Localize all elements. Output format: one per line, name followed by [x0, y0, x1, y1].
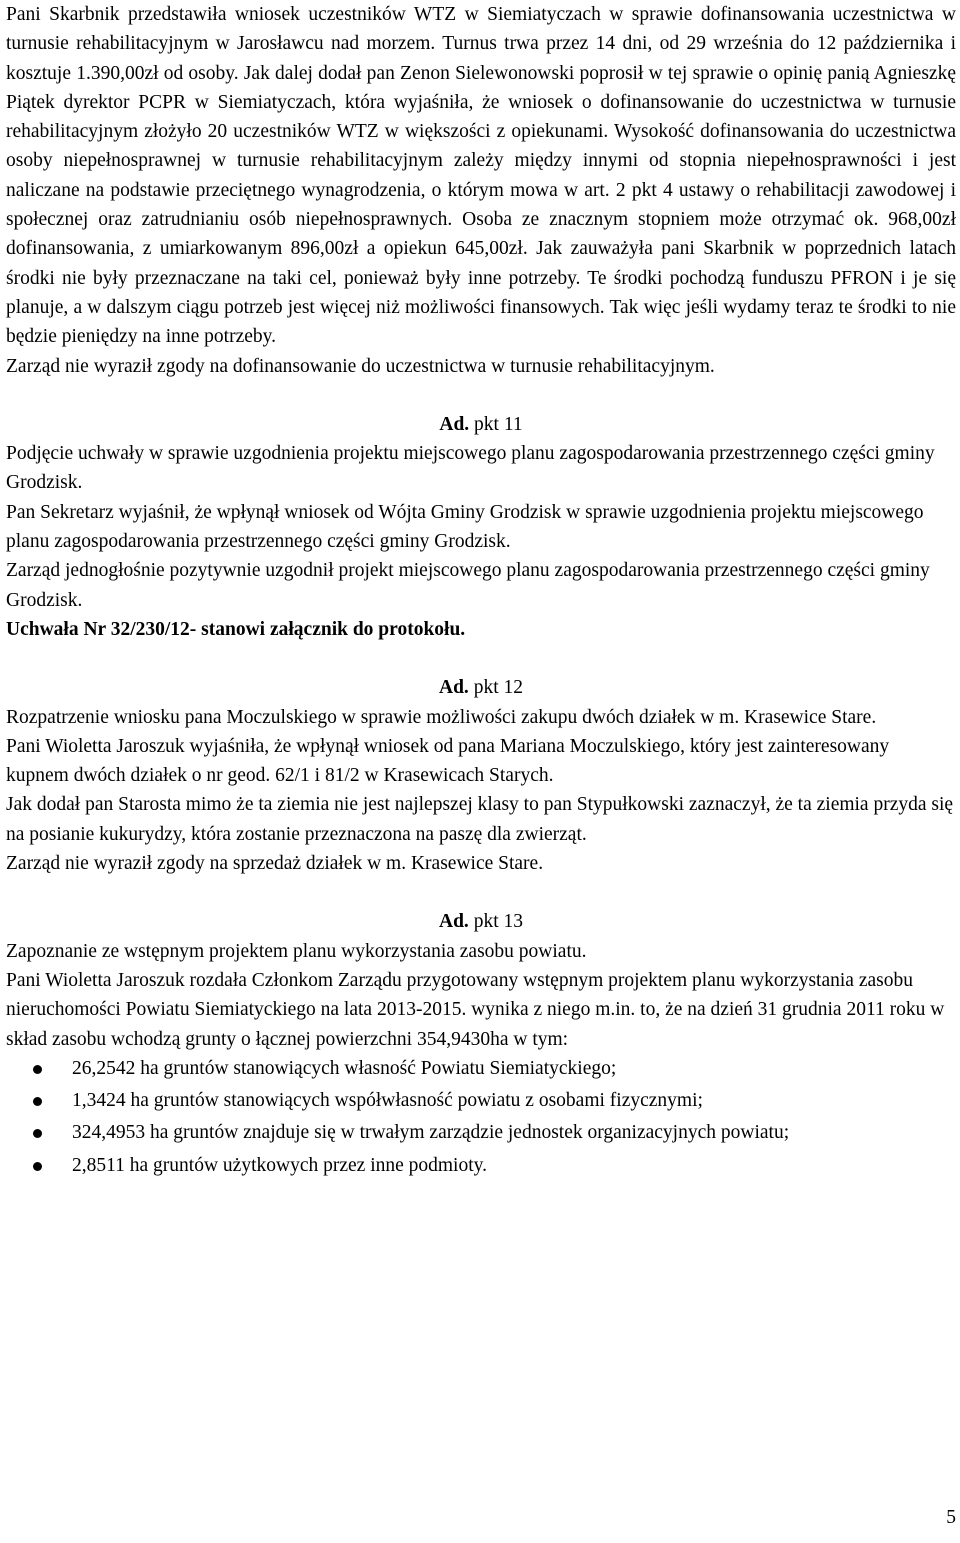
pkt12-explanation: Pani Wioletta Jaroszuk wyjaśniła, że wpłynął wniosek od pana Mariana Moczulskiego, który jest zainteresowany kupnem dwóch działek o nr geod. 62/1 i 81/2 w Krasewicach Starych. — [6, 735, 890, 787]
pkt11-decision: Zarząd jednogłośnie pozytywnie uzgodnił projekt miejscowego planu zagospodarowania przestrzennego części gminy Grodzisk. — [6, 560, 930, 611]
pkt12-topic: Rozpatrzenie wniosku pana Moczulskiego w sprawie możliwości zakupu dwóch działek w m. Krasewice Stare. — [6, 706, 877, 728]
spacer — [6, 644, 956, 673]
pkt11-explanation: Pan Sekretarz wyjaśnił, że wpłynął wniosek od Wójta Gminy Grodzisk w sprawie uzgodnienia projektu miejscowego planu zagospodarowania przestrzennego części gminy Grodzisk. — [6, 501, 924, 553]
pkt11-topic: Podjęcie uchwały w sprawie uzgodnienia projektu miejscowego planu zagospodarowania przestrzennego części gminy Grodzisk. — [6, 443, 935, 494]
intro-decision: Zarząd nie wyraził zgody na dofinansowanie do uczestnictwa w turnusie rehabilitacyjnym. — [6, 355, 715, 377]
list-item-text: 1,3424 ha gruntów stanowiących współwłasność powiatu z osobami fizycznymi; — [72, 1090, 703, 1112]
spacer — [6, 381, 956, 410]
list-item — [6, 1086, 956, 1115]
bullet-icon — [33, 1097, 42, 1106]
list-item-text: 2,8511 ha gruntów użytkowych przez inne podmioty. — [72, 1154, 488, 1176]
bullet-icon — [33, 1162, 42, 1171]
list-item — [6, 1054, 956, 1083]
heading-ad: Ad. — [439, 911, 469, 933]
bullet-icon — [33, 1129, 42, 1138]
bullet-icon — [33, 1065, 42, 1074]
list-item-text: 324,4953 ha gruntów znajduje się w trwałym zarządzie jednostek organizacyjnych powiatu; — [72, 1122, 790, 1144]
pkt12-decision: Zarząd nie wyraził zgody na sprzedaż działek w m. Krasewice Stare. — [6, 853, 544, 875]
intro-paragraph: Pani Skarbnik przedstawiła wniosek uczestników WTZ w Siemiatyczach w sprawie dofinansowania uczestnictwa w turnusie rehabilitacyjnym w Jarosławcu nad morzem. Turnus trwa przez 14 dni, od 29 września do 12 października i kosztuje 1.390,00zł od osoby. Jak dalej dodał pan Zenon Sielewonowski poprosił w tej sprawie o opinię panią Agnieszkę Piątek dyrektor PCPR w Siemiatyczach, która wyjaśniła, że wniosek o dofinansowanie do uczestnictwa w turnusie rehabilitacyjnym złożyło 20 uczestników WTZ w większości z opiekunami. Wysokość dofinansowania do uczestnictwa osoby niepełnosprawnej w turnusie rehabilitacyjnym zależy między innymi od stopnia niepełnosprawności i jest naliczane na podstawie przeciętnego wynagrodzenia, o którym mowa w art. 2 pkt 4 ustawy o rehabilitacji zawodowej i społecznej oraz zatrudnianiu osób niepełnosprawnych. Osoba ze znacznym stopniem może otrzymać ok. 968,00zł dofinansowania, z umiarkowanym 896,00zł a opiekun 645,00zł. Jak zauważyła pani Skarbnik w poprzednich latach środki nie były przeznaczane na taki cel, ponieważ były inne potrzeby. Te środki pochodzą funduszu PFRON i je się planuje, a w dalszym ciągu potrzeb jest więcej niż możliwości finansowych. Tak więc jeśli wydamy teraz te środki to nie będzie pieniędzy na inne potrzeby. — [6, 4, 956, 348]
section-heading-pkt11 — [6, 410, 956, 439]
heading-number: pkt 12 — [473, 677, 523, 699]
page-number: 5 — [946, 1507, 956, 1528]
heading-ad: Ad. — [439, 677, 469, 699]
list-item-text: 26,2542 ha gruntów stanowiących własność Powiatu Siemiatyckiego; — [72, 1057, 617, 1079]
heading-number: pkt 11 — [474, 413, 523, 435]
heading-ad: Ad. — [439, 413, 470, 435]
pkt11-resolution: Uchwała Nr 32/230/12- stanowi załącznik do protokołu. — [6, 618, 466, 640]
pkt12-comment: Jak dodał pan Starosta mimo że ta ziemia nie jest najlepszej klasy to pan Stypułkowski zaznaczył, że ta ziemia przyda się na posianie kukurydzy, która zostanie przeznaczona na paszę dla zwierząt. — [6, 794, 954, 845]
pkt13-explanation: Pani Wioletta Jaroszuk rozdała Członkom Zarządu przygotowany wstępnym projektem planu wykorzystania zasobu nieruchomości Powiatu Siemiatyckiego na lata 2013-2015. wynika z niego m.in. to, że na dzień 31 grudnia 2011 roku w skład zasobu wchodzą grunty o łącznej powierzchni 354,9430ha w tym: — [6, 969, 945, 1050]
document-page — [6, 0, 956, 1183]
section-heading-pkt13 — [6, 907, 956, 936]
spacer — [6, 878, 956, 907]
land-list — [6, 1054, 956, 1180]
pkt13-topic: Zapoznanie ze wstępnym projektem planu wykorzystania zasobu powiatu. — [6, 940, 587, 962]
section-heading-pkt12 — [6, 673, 956, 702]
heading-number: pkt 13 — [473, 911, 523, 933]
list-item — [6, 1151, 956, 1180]
list-item — [6, 1118, 956, 1147]
